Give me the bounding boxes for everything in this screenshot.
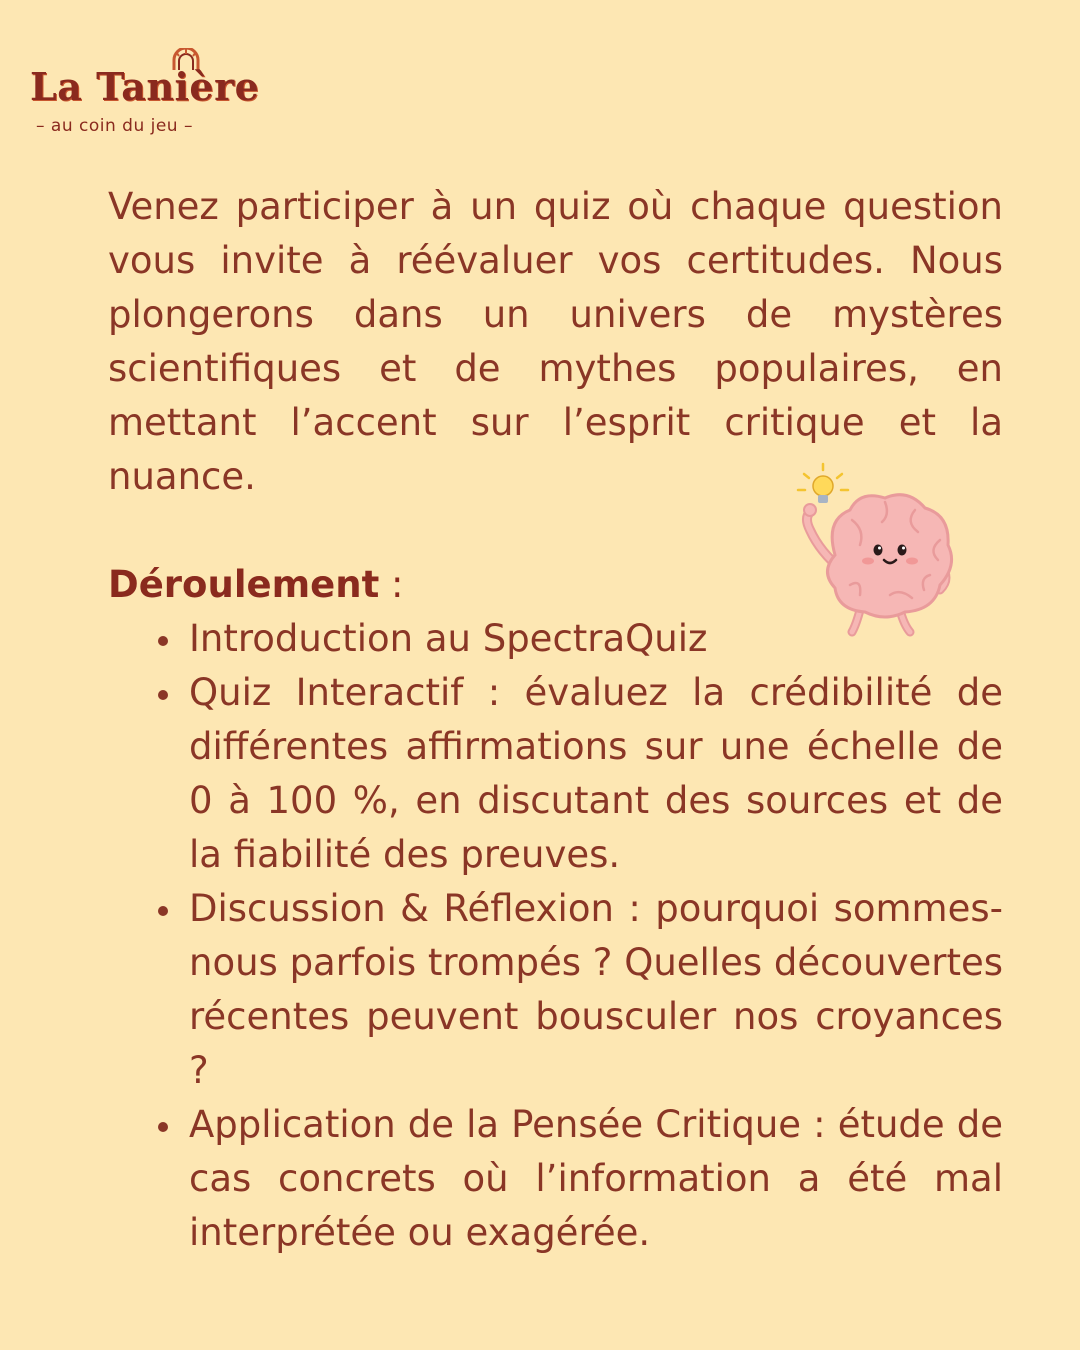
main-content: [108, 180, 1003, 1260]
list-item: Quiz Interactif : évaluez la crédibilité de différentes affirmations sur une échelle de 0 à 100 %, en discutant des sources et de la fiabilité des preuves.: [108, 666, 1003, 882]
lightbulb-icon: [798, 464, 848, 503]
section-heading-label: Déroulement: [108, 563, 380, 606]
logo-title: La Tanière: [30, 64, 260, 109]
logo-tagline: – au coin du jeu –: [36, 116, 193, 136]
intro-paragraph: Venez participer à un quiz où chaque question vous invite à réévaluer vos certitudes. Nous plongerons dans un univers de mystères scientifiques et de mythes populaires, en mettant l’accent sur l’esprit critique et la nuance.: [108, 185, 1003, 498]
brain-lightbulb-icon: [790, 460, 960, 640]
list-item: Introduction au SpectraQuiz: [108, 612, 1003, 666]
list-item: Discussion & Réflexion : pourquoi sommes-nous parfois trompés ? Quelles découvertes récentes peuvent bousculer nos croyances ?: [108, 882, 1003, 1098]
steps-list: [108, 612, 1003, 1260]
section-heading-colon: :: [379, 563, 404, 606]
logo: [30, 48, 270, 143]
list-item: Application de la Pensée Critique : étude de cas concrets où l’information a été mal interprétée ou exagérée.: [108, 1098, 1003, 1260]
